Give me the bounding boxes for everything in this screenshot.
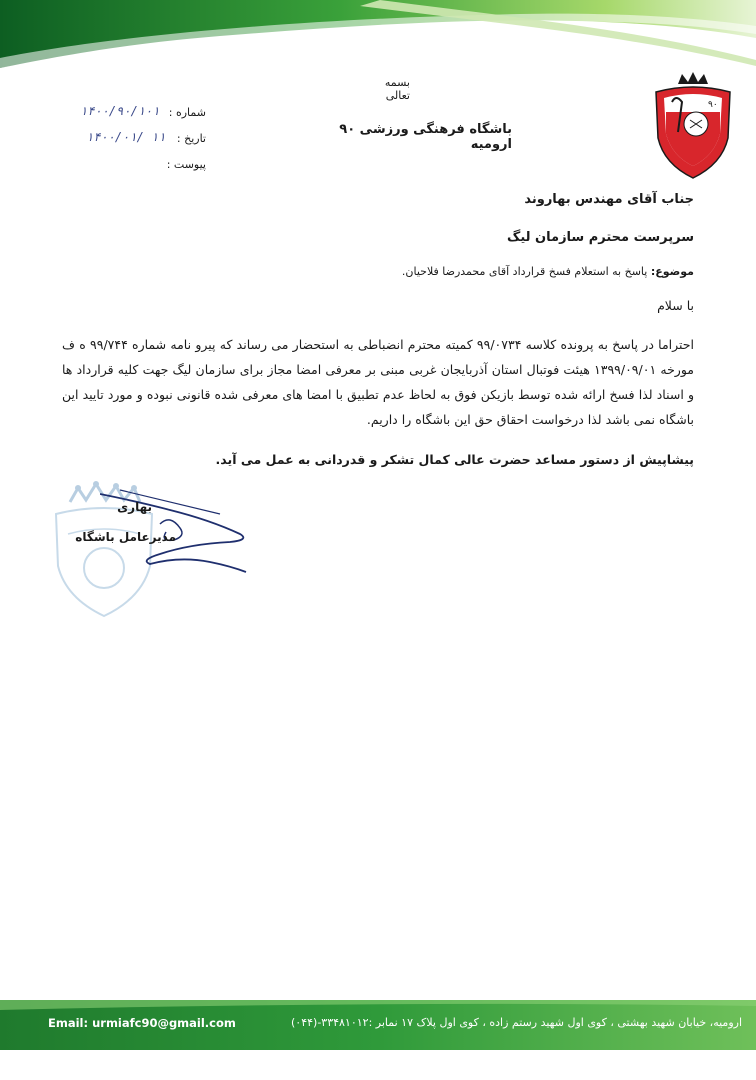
- closing-sentence: پیشاپیش از دستور مساعد حضرت عالی کمال تشکر و قدردانی به عمل می آید.: [215, 452, 694, 467]
- number-label: شماره :: [168, 106, 206, 119]
- signatory-title: مدیرعامل باشگاه: [75, 530, 176, 544]
- invocation-text: بسمه تعالی: [384, 76, 410, 102]
- recipient-line-2: سرپرست محترم سازمان لیگ: [507, 230, 694, 245]
- club-crest-logo: [652, 72, 734, 180]
- header-swoosh: [0, 0, 756, 70]
- body-paragraph: احتراما در پاسخ به پرونده کلاسه ۹۹/۰۷۳۴ کمیته محترم انضباطی به استحضار می رساند که پیرو نامه شماره ۹۹/۷۴۴ ه ف مورخه ۱۳۹۹/۰۹/۰۱ هیئت فوتبال استان آذربایجان غربی مبنی بر معرفی امضا مجاز برای سازمان لیگ جهت کلیه قرارداد ها و اسناد لذا فسخ ارائه شده توسط بازیکن فوق به لحاظ عدم تطبیق با امضا های معرفی شده قانونی نبوده و مورد تایید این باشگاه نمی باشد لذا درخواست احقاق حق این باشگاه را داریم.: [62, 337, 694, 427]
- attachment-label: پیوست :: [166, 158, 206, 171]
- club-name: باشگاه فرهنگی ورزشی ۹۰ ارومیه: [339, 122, 512, 152]
- subject-label: موضوع:: [650, 265, 694, 278]
- signatory-name: بهاری: [117, 500, 152, 514]
- date-value: ۱۴۰۰/۰۱/ ۱۱: [86, 130, 166, 144]
- recipient-line-1: جناب آقای مهندس بهاروند: [524, 192, 694, 207]
- handwritten-signature: [100, 484, 250, 574]
- subject-text: پاسخ به استعلام فسخ قرارداد آقای محمدرضا فلاحیان.: [401, 265, 648, 278]
- footer-email: Email: urmiafc90@gmail.com: [48, 1016, 236, 1030]
- footer-address: ارومیه، خیابان شهید بهشتی ، کوی اول شهید رستم زاده ، کوی اول پلاک ۱۷ نمابر :۳۳۴۸۱۰۱۲-(۰۴۴): [291, 1016, 742, 1029]
- date-label: تاریخ :: [176, 132, 206, 145]
- svg-text:۹۰: ۹۰: [708, 100, 718, 110]
- number-value: ۱۴۰۰/۹۰/۱۰۱: [80, 104, 160, 118]
- subject-line: [300, 265, 694, 278]
- greeting: با سلام: [657, 298, 694, 313]
